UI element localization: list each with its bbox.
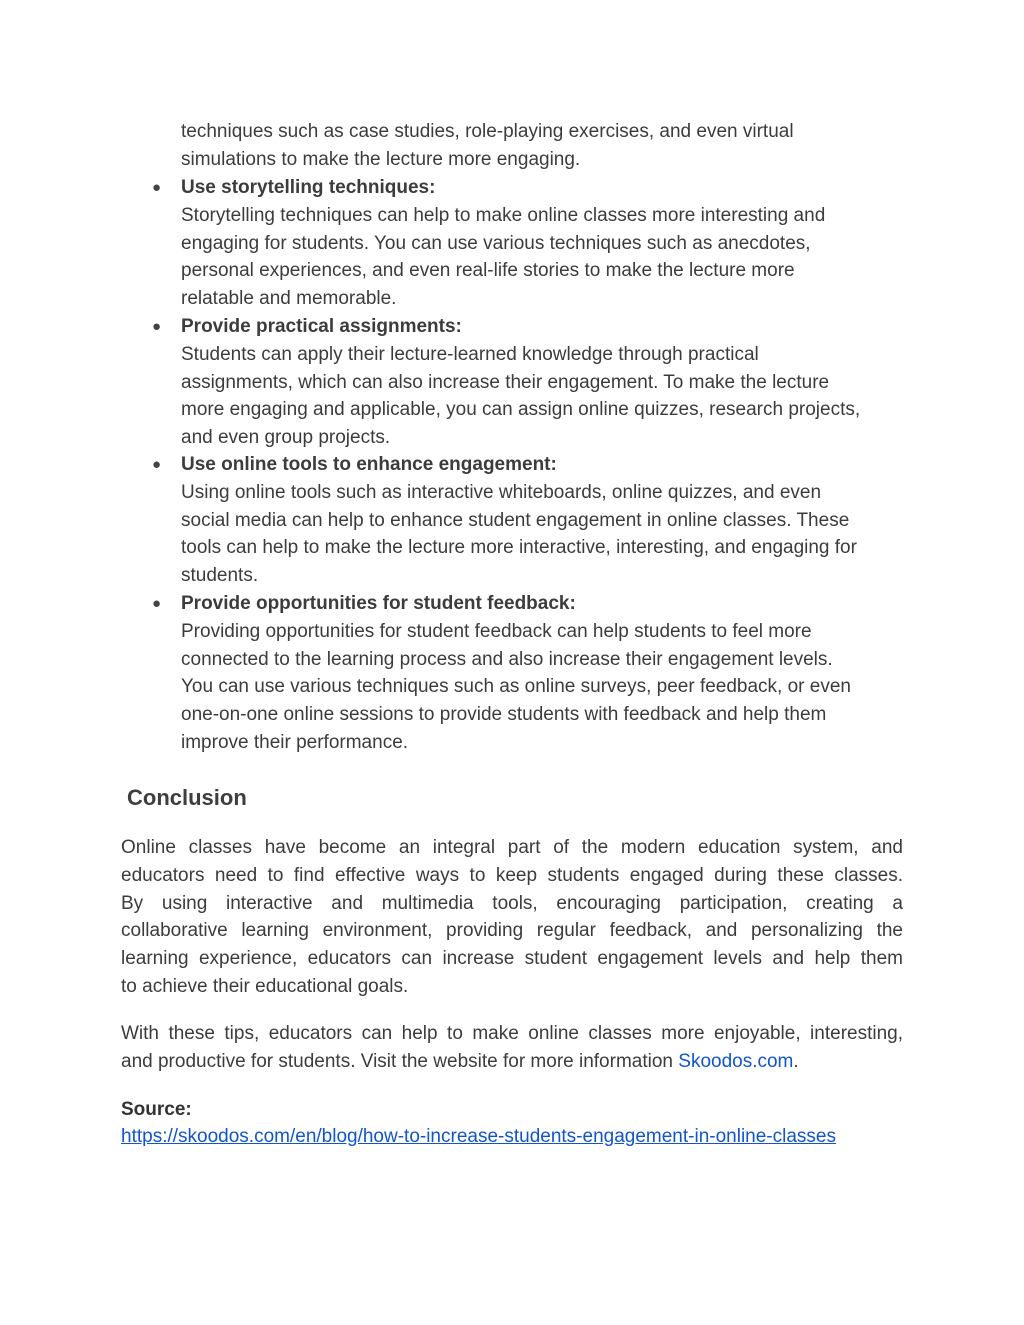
conclusion-paragraph (121, 834, 903, 1001)
list-item-title: Provide opportunities for student feedback: (181, 593, 576, 614)
paragraph-line: By using interactive and multimedia tools, encouraging participation, creating a (121, 892, 903, 914)
list-item-text: Providing opportunities for student feedback can help students to feel more (181, 620, 812, 642)
paragraph-line: to achieve their educational goals. (121, 975, 409, 997)
list-item-text: assignments, which can also increase their engagement. To make the lecture (181, 371, 830, 393)
intro-line: techniques such as case studies, role-playing exercises, and even virtual (181, 121, 794, 142)
tips-paragraph (121, 1020, 903, 1076)
list-item-text: You can use various techniques such as online surveys, peer feedback, or even (181, 676, 851, 698)
list-item-title: Use online tools to enhance engagement: (181, 454, 557, 475)
list-item-text: social media can help to enhance student engagement in online classes. These (181, 509, 850, 531)
list-item-title: Use storytelling techniques: (181, 177, 436, 198)
paragraph-line: With these tips, educators can help to make online classes more enjoyable, interesting, (121, 1023, 903, 1044)
paragraph-period: . (793, 1050, 799, 1072)
list-item-text: students. (181, 565, 259, 587)
list-item-title: Provide practical assignments: (181, 316, 462, 337)
paragraph-line (121, 1048, 903, 1076)
paragraph-line: Online classes have become an integral part of the modern education system, and (121, 837, 903, 858)
list-item-text: relatable and memorable. (181, 288, 397, 310)
bullet-icon: ● (152, 595, 162, 612)
paragraph-line: learning experience, educators can increase student engagement levels and help them (121, 948, 903, 970)
list-item-text: personal experiences, and even real-life stories to make the lecture more (181, 260, 795, 282)
list-item-text: one-on-one online sessions to provide students with feedback and help them (181, 704, 827, 726)
list-item-text: improve their performance. (181, 731, 409, 753)
list-item-text: tools can help to make the lecture more interactive, interesting, and engaging for (181, 537, 857, 559)
source-url-line (121, 1123, 836, 1151)
skoodos-link[interactable]: Skoodos.com (678, 1050, 794, 1072)
source-url-link[interactable]: https://skoodos.com/en/blog/how-to-increase-students-engagement-in-online-classes (121, 1126, 836, 1147)
list-item (181, 451, 911, 590)
list-item (181, 174, 911, 313)
list-item-text: Storytelling techniques can help to make online classes more interesting and (181, 204, 826, 226)
bullet-icon: ● (152, 179, 162, 196)
list-item (181, 313, 911, 452)
paragraph-text: and productive for students. Visit the website for more information (121, 1050, 679, 1072)
paragraph-line: educators need to find effective ways to keep students engaged during these classes. (121, 864, 903, 886)
list-item-text: engaging for students. You can use various techniques such as anecdotes, (181, 232, 811, 254)
source-label: Source: (121, 1099, 192, 1120)
paragraph-line: collaborative learning environment, providing regular feedback, and personalizing the (121, 920, 903, 942)
list-item-text: more engaging and applicable, you can assign online quizzes, research projects, (181, 399, 861, 421)
list-item-text: Using online tools such as interactive whiteboards, online quizzes, and even (181, 481, 822, 503)
intro-line: simulations to make the lecture more engaging. (181, 149, 581, 170)
section-heading: Conclusion (127, 785, 247, 810)
list-item-text: and even group projects. (181, 427, 391, 449)
list-item (181, 590, 911, 757)
bullet-icon: ● (152, 456, 162, 473)
list-item-text: Students can apply their lecture-learned knowledge through practical (181, 343, 759, 365)
bullet-icon: ● (152, 318, 162, 335)
list-item-text: connected to the learning process and also increase their engagement levels. (181, 648, 833, 670)
